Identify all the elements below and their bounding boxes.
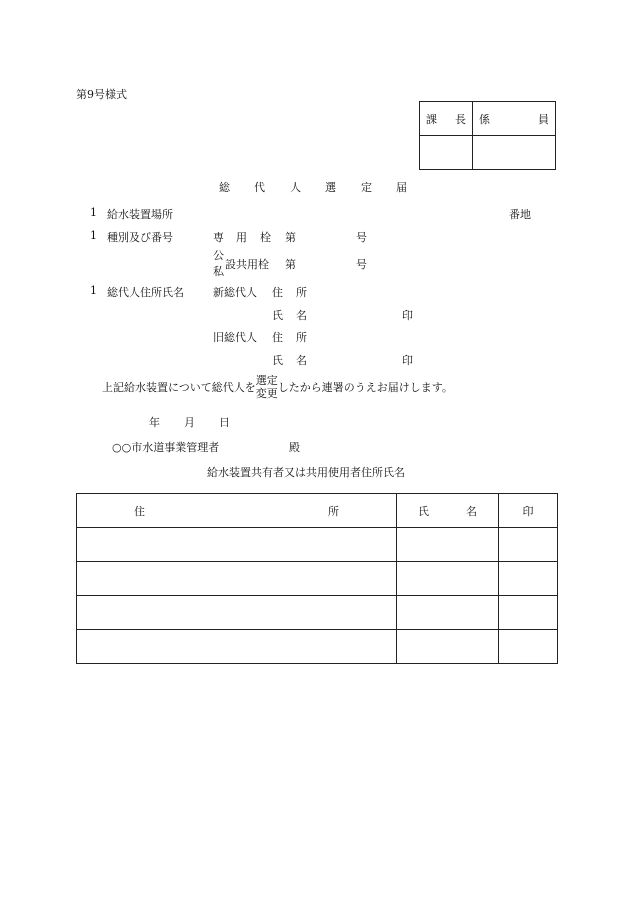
owner-address-cell[interactable] [77,630,397,664]
year-field[interactable] [110,412,146,428]
month-field[interactable] [161,412,181,428]
select-or-change-option[interactable]: 選定 変更 [255,374,278,400]
item-number: 1 [90,206,97,219]
owners-table-header [77,494,558,528]
item-number: 1 [90,229,97,242]
table-row [77,630,558,664]
owners-heading: 給水装置共有者又は共用使用者住所氏名 [207,466,405,479]
owner-address-cell[interactable] [77,528,397,562]
staff-header: 係 員 [473,102,556,136]
private-tap-number-field[interactable] [300,227,352,243]
approval-stamp-table [419,101,556,170]
owner-address-cell[interactable] [77,596,397,630]
table-row [77,596,558,630]
shared-tap-number-field[interactable] [300,254,352,270]
table-row [77,562,558,596]
name-header: 氏 名 [397,494,499,528]
lot-number-suffix: 番地 [509,208,531,221]
owner-seal-cell[interactable] [499,562,558,596]
new-rep-seal: 印 [402,309,413,322]
old-rep-address-field[interactable] [312,327,512,343]
old-rep-name-field[interactable] [312,350,397,366]
section-chief-stamp-cell[interactable] [420,136,473,170]
type-and-number-label: 種別及び番号 [107,231,173,244]
owners-table [76,493,558,664]
public-marker: 公 [213,249,224,262]
form-number: 第9号様式 [76,88,127,101]
old-rep-seal: 印 [402,354,413,367]
statement: 上記給水装置について総代人を 選定 変更 したから連署のうえお届けします。 [102,374,453,400]
owner-name-cell[interactable] [397,596,499,630]
owner-name-cell[interactable] [397,562,499,596]
staff-stamp-cell[interactable] [473,136,556,170]
table-row [77,528,558,562]
new-rep-address-field[interactable] [312,282,512,298]
addressee: ○○市水道事業管理者 [112,441,220,454]
owner-seal-cell[interactable] [499,528,558,562]
owner-name-cell[interactable] [397,528,499,562]
owner-seal-cell[interactable] [499,630,558,664]
owner-name-cell[interactable] [397,630,499,664]
representative-label: 総代人住所氏名 [107,286,184,299]
private-marker: 私 [213,265,224,278]
day-field[interactable] [196,412,216,428]
supply-location-field[interactable] [215,204,495,220]
new-rep-name-field[interactable] [312,305,397,321]
addressee-honorific: 殿 [289,441,300,454]
owner-seal-cell[interactable] [499,596,558,630]
section-chief-header: 課 長 [420,102,473,136]
owner-address-cell[interactable] [77,562,397,596]
address-header: 住 所 [77,494,397,528]
supply-location-label: 給水装置場所 [107,208,173,221]
seal-header: 印 [499,494,558,528]
item-number: 1 [90,284,97,297]
